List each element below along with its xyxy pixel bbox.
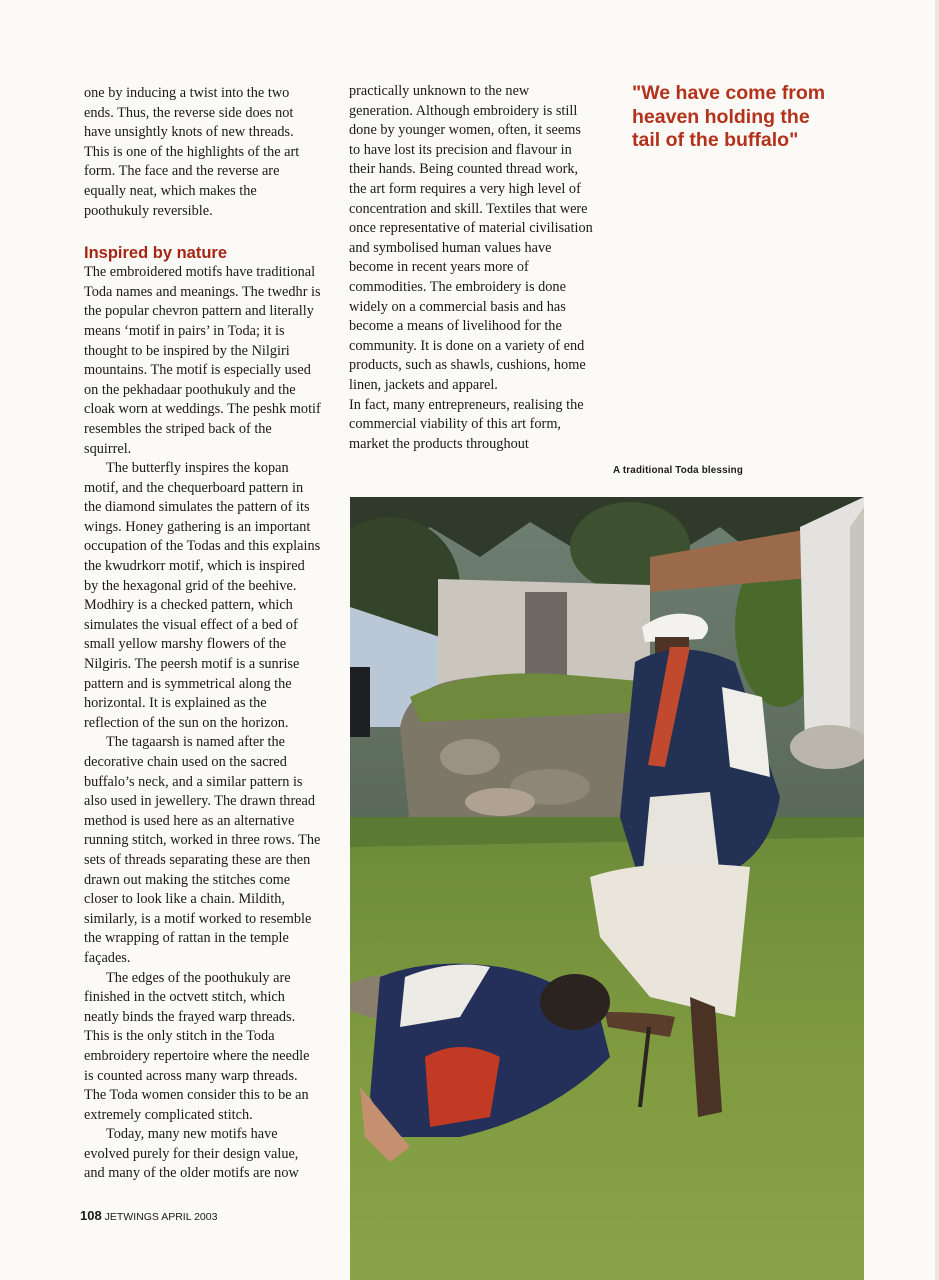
paragraph-butterfly: The butterfly inspires the kopan motif, and the chequerboard pattern in the diamond simulates the pattern of its wings. Honey gathering is an important occupation of the Todas and this explains the kwudrkorr motif, which is inspired by the hexagonal grid of the beehive. Modhiry is a checked pattern, which simulates the visual effect of a bed of small yellow marshy flowers of the Nilgiris. The peersh motif is a sunrise pattern and is symmetrical along the horizontal. It is explained as the reflection of the sun on the horizon.	[84, 460, 321, 731]
page-edge	[935, 0, 939, 1280]
article-column-left	[84, 84, 322, 1184]
paragraph-entrepreneurs: In fact, many entrepreneurs, realising the commercial viability of this art form, market the products throughout	[349, 396, 584, 452]
article-column-middle	[349, 82, 593, 454]
photo-caption: A traditional Toda blessing	[613, 465, 744, 476]
publication-issue: JETWINGS APRIL 2003	[104, 1211, 218, 1223]
paragraph-today: Today, many new motifs have evolved purely for their design value, and many of the older motifs are now	[84, 1126, 299, 1182]
section-subheading: Inspired by nature	[84, 244, 228, 263]
paragraph-edges: The edges of the poothukuly are finished in the octvett stitch, which neatly binds the frayed warp threads. This is the only stitch in the Toda embroidery repertoire where the needle is counted across many warp threads. The Toda women consider this to be an extremely complicated stitch.	[84, 969, 310, 1123]
paragraph-tagaarsh: The tagaarsh is named after the decorative chain used on the sacred buffalo’s neck, and a similar pattern is also used in jewellery. The drawn thread method is used here as an alternative running stitch, worked in three rows. The sets of threads separating these are then drawn out making the stitches come closer to look like a chain. Mildith, similarly, is a motif worked to resemble the wrapping of rattan in the temple façades.	[84, 734, 321, 966]
blessing-photo	[350, 497, 864, 1280]
page-number: 108	[80, 1208, 102, 1223]
pull-quote: "We have come from heaven holding the tail of the buffalo"	[632, 82, 826, 151]
paragraph-continued: one by inducing a twist into the two ends. Thus, the reverse side does not have unsightly knots of new threads. This is one of the highlights of the art form. The face and the reverse are equally neat, which makes the poothukuly reversible.	[84, 85, 300, 219]
paragraph-motifs: The embroidered motifs have traditional Toda names and meanings. The twedhr is the popular chevron pattern and literally means ‘motif in pairs’ in Toda; it is thought to be inspired by the Nilgiri mountains. The motif is especially used on the pekhadaar poothukuly and the cloak worn at weddings. The peshk motif resembles the striped back of the squirrel.	[84, 264, 321, 457]
page-folio	[80, 1208, 217, 1223]
paragraph-generation: practically unknown to the new generation. Although embroidery is still done by younger women, often, it seems to have lost its precision and flavour in their hands. Being counted thread work, the art form requires a very high level of concentration and skill. Textiles that were once representative of material civilisation and symbolised human values have become in recent years more of commodities. The embroidery is done widely on a commercial basis and has become a means of livelihood for the community. It is done on a variety of end products, such as shawls, cushions, home linen, jackets and apparel.	[349, 83, 593, 393]
